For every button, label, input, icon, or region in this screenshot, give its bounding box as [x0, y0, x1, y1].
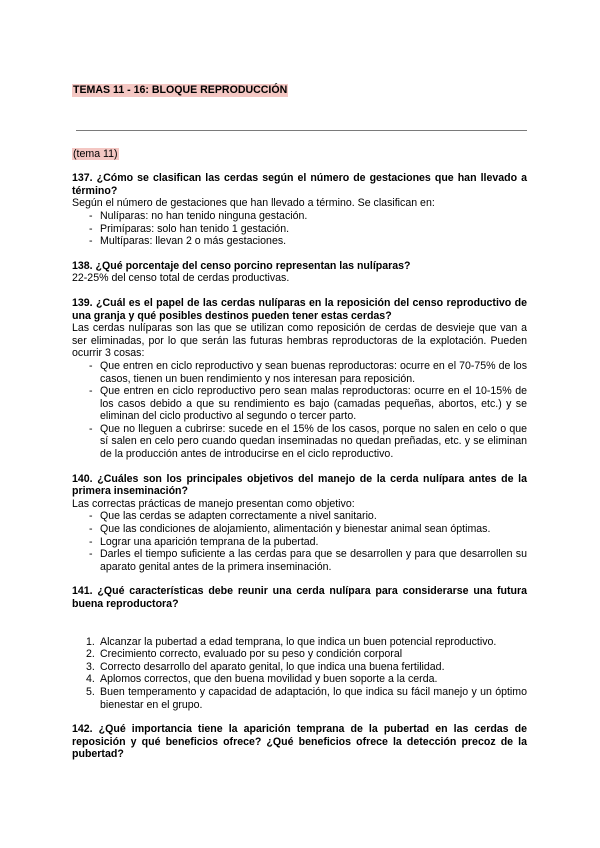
answer-text: Las correctas prácticas de manejo presentan como objetivo:	[72, 497, 355, 510]
question-heading: 141. ¿Qué características debe reunir una cerda nulípara para considerarse una futura buena reproductora?	[72, 585, 527, 610]
dash-list	[72, 510, 527, 573]
list-item-text: Buen temperamento y capacidad de adaptación, lo que indica su fácil manejo y un óptimo bienestar en el grupo.	[100, 685, 527, 711]
question-heading: 142. ¿Qué importancia tiene la aparición temprana de la pubertad en las cerdas de reposición y qué beneficios ofrece? ¿Qué beneficios ofrece la detección precoz de la pubertad?	[72, 723, 527, 761]
list-item: - Que entren en ciclo reproductivo y sean buenas reproductoras: ocurre en el 70-75% de los casos, tienen un buen rendimiento y nos interesan para reposición.	[72, 360, 527, 385]
list-number: 5.	[86, 685, 95, 698]
list-item-text: Correcto desarrollo del aparato genital, lo que indica una buena fertilidad.	[100, 660, 445, 673]
section-138	[72, 260, 527, 285]
section-137	[72, 172, 527, 248]
list-number: 4.	[86, 673, 95, 686]
list-number: 1.	[86, 635, 95, 648]
list-item	[72, 636, 527, 649]
question-heading: 137. ¿Cómo se clasifican las cerdas según el número de gestaciones que han llevado a término?	[72, 172, 527, 197]
list-item-text: Alcanzar la pubertad a edad temprana, lo que indica un buen potencial reproductivo.	[100, 635, 497, 648]
list-item-text: Aplomos correctos, que den buena movilidad y buen soporte a la cerda.	[100, 673, 438, 686]
list-item	[72, 673, 527, 686]
list-item-text: Crecimiento correcto, evaluado por su peso y condición corporal	[100, 648, 403, 661]
list-number: 3.	[86, 660, 95, 673]
list-item	[72, 686, 527, 711]
list-item: - Primíparas: solo han tenido 1 gestación.	[72, 223, 527, 236]
list-item: - Que las cerdas se adapten correctamente a nivel sanitario.	[72, 510, 527, 523]
list-item: - Darles el tiempo suficiente a las cerdas para que se desarrollen y para que desarrollen su aparato genital antes de la primera inseminación.	[72, 548, 527, 573]
horizontal-divider	[76, 130, 527, 131]
section-142	[72, 723, 527, 761]
answer-text: 22-25% del censo total de cerdas productivas.	[72, 272, 290, 285]
list-item: - Que entren en ciclo reproductivo pero sean malas reproductoras: ocurre en el 10-15% de los casos debido a que su rendimiento es bajo (camadas pequeñas, abortos, etc.) y se eliminan del ciclo productivo al segundo o tercer parto.	[72, 385, 527, 423]
list-number: 2.	[86, 648, 95, 661]
spacer	[72, 611, 527, 636]
list-item: - Que las condiciones de alojamiento, alimentación y bienestar animal sean óptimas.	[72, 523, 527, 536]
section-140	[72, 473, 527, 574]
list-item: - Multíparas: llevan 2 o más gestaciones.	[72, 235, 527, 248]
list-item	[72, 661, 527, 674]
answer-text: Según el número de gestaciones que han llevado a término. Se clasifican en:	[72, 197, 435, 210]
dash-list	[72, 360, 527, 461]
dash-list	[72, 210, 527, 248]
list-item	[72, 648, 527, 661]
document-title: TEMAS 11 - 16: BLOQUE REPRODUCCIÓN	[73, 84, 288, 96]
question-heading: 138. ¿Qué porcentaje del censo porcino representan las nulíparas?	[72, 259, 411, 272]
question-heading: 139. ¿Cuál es el papel de las cerdas nulíparas en la reposición del censo reproductivo de una granja y qué posibles destinos pueden tener estas cerdas?	[72, 296, 527, 322]
list-item: - Lograr una aparición temprana de la pubertad.	[72, 536, 527, 549]
document-page	[72, 84, 527, 761]
section-139	[72, 297, 527, 461]
list-item: - Nulíparas: no han tenido ninguna gestación.	[72, 210, 527, 223]
numbered-list	[72, 636, 527, 712]
section-141	[72, 585, 527, 711]
answer-text: Las cerdas nulíparas son las que se utilizan como reposición de cerdas de desvieje que van a ser eliminadas, por lo que serán las futuras hembras reproductoras de la explotación. Pueden ocurrir 3 cosas:	[72, 322, 527, 360]
question-heading: 140. ¿Cuáles son los principales objetivos del manejo de la cerda nulípara antes de la primera inseminación?	[72, 472, 527, 498]
list-item: - Que no lleguen a cubrirse: sucede en el 15% de los casos, porque no salen en celo o que sí salen en celo pero cuando quedan inseminadas no quedan preñadas, etc. y se eliminan de la producción antes de introducirse en el ciclo reproductivo.	[72, 423, 527, 461]
tema-tag: (tema 11)	[73, 147, 118, 160]
